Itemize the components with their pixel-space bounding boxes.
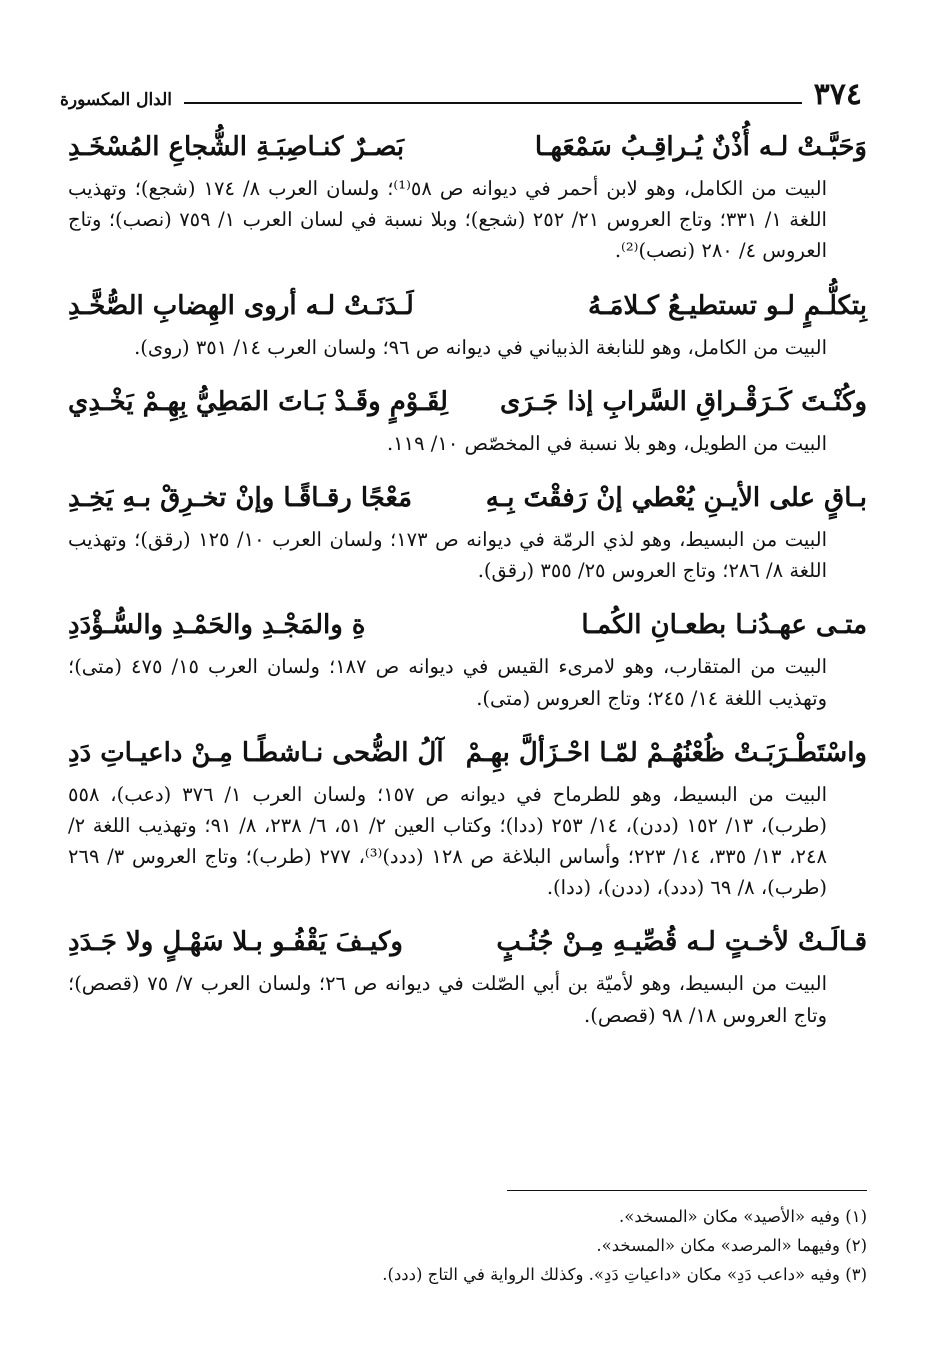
verse-second-hemistich: لِقَـوْمٍ وقَـدْ بَـاتَ المَطِيُّ بِهِـمْ يَخْـدِي	[68, 386, 448, 417]
verse-commentary: البيت من البسيط، وهو للطرماح في ديوانه ص ١٥٧؛ ولسان العرب ١/ ٣٧٦ (دعب)، ٥٥٨ (طرب)، ١٣/ ١٥٢ (ددن)، ١٤/ ٢٥٣ (ددا)؛ وكتاب العين ٢/ ٥١، ٦/ ٢٣٨، ٨/ ٩١؛ وتهذيب اللغة ٢/ ٢٤٨، ١٣/ ٣٣٥، ١٤/ ٢٢٣؛ وأساس البلاغة ص ١٢٨ (ددد)⁽³⁾، ٢٧٧ (طرب)؛ وتاج العروس ٣/ ٢٦٩ (طرب)، ٨/ ٦٩ (ددد)، (ددن)، (ددا).	[68, 782, 827, 900]
verse-commentary: البيت من الكامل، وهو للنابغة الذبياني في ديوانه ص ٩٦؛ ولسان العرب ١٤/ ٣٥١ (روى).	[134, 335, 827, 359]
verse-first-hemistich: متـى عهـدُنـا بطعـانِ الكُمـا	[581, 610, 867, 641]
footnotes	[300, 1203, 867, 1290]
verse-line	[68, 287, 867, 326]
page-number: ٣٧٤	[813, 77, 862, 112]
footnote: (١) وفيه «الأصيد» مكان «المسخد».	[619, 1207, 867, 1226]
footnote: (٣) وفيه «داعب دَدِ» مكان «داعياتِ دَدِ». وكذلك الرواية في التاج (ددد).	[382, 1264, 867, 1284]
verse-first-hemistich: قـالَـتْ لأخـتٍ لـه قُصِّيـهِ مِـنْ جُنُـبٍ	[496, 927, 867, 958]
header-rule	[184, 102, 802, 104]
verse-line	[68, 383, 867, 422]
entry	[68, 479, 867, 586]
verse-second-hemistich: مَعْجًا رقـاقًـا وإنْ تخـرِقْ بـهِ يَخِـدِ	[68, 482, 413, 513]
entry	[68, 606, 867, 713]
entry	[68, 923, 867, 1030]
verse-second-hemistich: لَـدَنَـتْ لـه أروى الهِضابِ الصُّخَّـدِ	[68, 290, 414, 321]
section-title: الدال المكسورة	[60, 90, 173, 110]
verse-line	[68, 606, 867, 645]
verse-line	[68, 923, 867, 962]
page-header	[60, 70, 862, 110]
verse-commentary: البيت من البسيط، وهو لأميّة بن أبي الصّلت في ديوانه ص ٢٦؛ ولسان العرب ٧/ ٧٥ (قصص)؛ وتاج العروس ١٨/ ٩٨ (قصص).	[68, 972, 827, 1027]
entry	[68, 287, 867, 363]
verse-line	[68, 734, 867, 773]
verse-first-hemistich: وكُنْـتَ كَـرَقْـراقِ السَّرابِ إذا جَـرَى	[499, 386, 867, 417]
page-body	[68, 128, 867, 1031]
verse-first-hemistich: بِتكلُّـمٍ لـو تستطيـعُ كـلامَـهُ	[588, 290, 867, 321]
verse-commentary: البيت من البسيط، وهو لذي الرمّة في ديوانه ص ١٧٣؛ ولسان العرب ١٠/ ١٢٥ (رقق)؛ وتهذيب اللغة ٨/ ٢٨٦؛ وتاج العروس ٢٥/ ٣٥٥ (رقق).	[68, 527, 827, 583]
verse-commentary: البيت من المتقارب، وهو لامرىء القيس في ديوانه ص ١٨٧؛ ولسان العرب ١٥/ ٤٧٥ (متى)؛ وتهذيب اللغة ١٤/ ٢٤٥؛ وتاج العروس (متى).	[68, 655, 827, 710]
verse-second-hemistich: ةِ والمَجْـدِ والحَمْـدِ والسُّـؤْدَدِ	[68, 610, 366, 641]
footnote-separator	[507, 1190, 867, 1191]
verse-first-hemistich: بـاقٍ على الأيـنِ يُعْطي إنْ رَفقْتَ بِـهِ	[485, 482, 867, 513]
entry	[68, 128, 867, 267]
verse-commentary: البيت من الكامل، وهو لابن أحمر في ديوانه ص ٥٨⁽¹⁾؛ ولسان العرب ٨/ ١٧٤ (شجع)؛ وتهذيب اللغة ١/ ٣٣١؛ وتاج العروس ٢١/ ٢٥٢ (شجع)؛ وبلا نسبة في لسان العرب ١/ ٧٥٩ (نصب)؛ وتاج العروس ٤/ ٢٨٠ (نصب)⁽²⁾.	[68, 177, 827, 263]
verse-first-hemistich: واسْتَطْـرَبَـتْ ظُعْنُهُـمْ لمّـا احْـزَألَّ بهِـمْ	[465, 737, 867, 768]
footnote: (٢) وفيهما «المرصد» مكان «المسخد».	[596, 1235, 867, 1255]
verse-second-hemistich: آلُ الضُّحى نـاشطًـا مِـنْ داعيـاتِ دَدِ	[68, 737, 444, 768]
entry	[68, 734, 867, 904]
verse-line	[68, 128, 867, 167]
verse-first-hemistich: وَحَبَّـتْ لـه أُذْنٌ يُـراقِـبُ سَمْعَهـا	[534, 132, 867, 162]
verse-line	[68, 479, 867, 518]
verse-commentary: البيت من الطويل، وهو بلا نسبة في المخصّص ١٠/ ١١٩.	[386, 431, 827, 455]
verse-second-hemistich: وكيـفَ يَقْفُـو بـلا سَهْـلٍ ولا جَـدَدِ	[68, 927, 403, 958]
verse-second-hemistich: بَصـرٌ كنـاصِبَـةِ الشُّجاعِ المُسْخَـدِ	[68, 132, 405, 162]
entry	[68, 383, 867, 459]
